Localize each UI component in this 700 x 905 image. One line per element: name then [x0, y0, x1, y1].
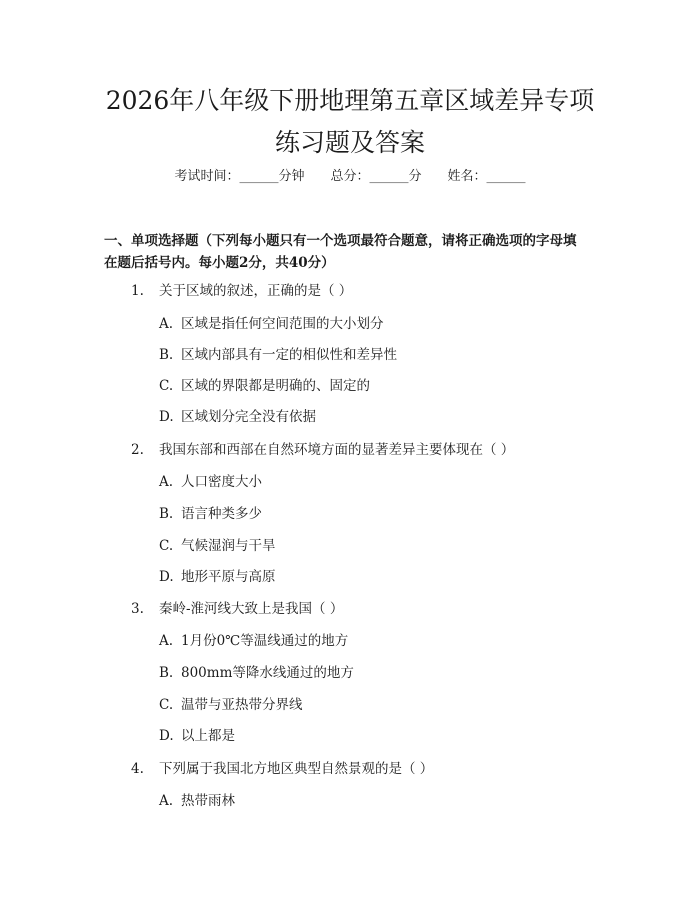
option: A. 区域是指任何空间范围的大小划分 [159, 316, 384, 332]
option: D. 地形平原与高原 [159, 569, 276, 585]
exam-info [0, 168, 700, 186]
question-1 [131, 282, 611, 300]
question-text: 秦岭-淮河线大致上是我国（ ） [159, 601, 344, 617]
question-3 [131, 600, 611, 618]
exam-total-score: 总分：______分 [330, 169, 422, 184]
question-text: 我国东部和西部在自然环境方面的显著差异主要体现在（ ） [159, 442, 515, 458]
option: A. 1月份0℃等温线通过的地方 [159, 633, 349, 649]
exam-time: 考试时间：______分钟 [174, 169, 305, 184]
section-heading: 一、单项选择题（下列每小题只有一个选项最符合题意，请将正确选项的字母填 在题后括号内。每小题2分，共40分） [104, 233, 577, 271]
option: C. 区域的界限都是明确的、固定的 [159, 378, 370, 394]
title-line-2: 练习题及答案 [274, 128, 425, 157]
question-2 [131, 441, 611, 459]
title-line-1: 2026年八年级下册地理第五章区域差异专项 [105, 86, 595, 115]
student-name: 姓名：______ [447, 169, 526, 184]
document-title [0, 80, 700, 164]
option: B. 区域内部具有一定的相似性和差异性 [159, 347, 397, 363]
option: A. 人口密度大小 [159, 474, 262, 490]
option: A. 热带雨林 [159, 793, 235, 809]
question-4 [131, 760, 611, 778]
question-number: 3. [131, 601, 144, 617]
option: B. 800mm等降水线通过的地方 [159, 665, 354, 681]
question-text: 下列属于我国北方地区典型自然景观的是（ ） [159, 761, 434, 777]
option: D. 区域划分完全没有依据 [159, 409, 316, 425]
question-number: 4. [131, 761, 144, 777]
option: B. 语言种类多少 [159, 506, 262, 522]
question-number: 2. [131, 442, 144, 458]
option: C. 温带与亚热带分界线 [159, 697, 303, 713]
question-number: 1. [131, 283, 144, 299]
option: C. 气候湿润与干旱 [159, 538, 276, 554]
question-text: 关于区域的叙述，正确的是（ ） [159, 283, 353, 299]
option: D. 以上都是 [159, 728, 235, 744]
